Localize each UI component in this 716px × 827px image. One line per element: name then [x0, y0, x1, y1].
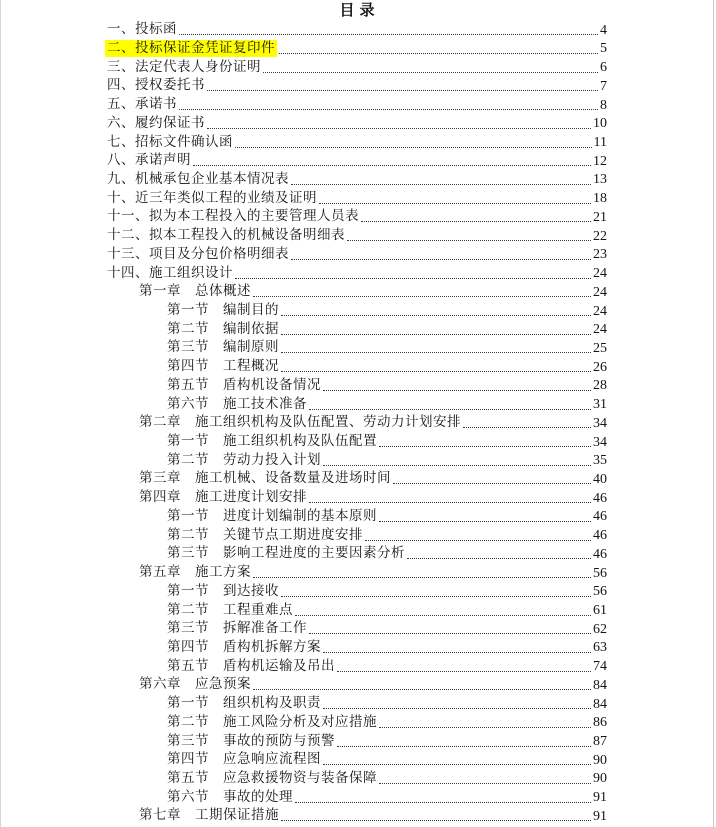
dot-leader [337, 746, 591, 747]
toc-entry-label: 第二节 劳动力投入计划 [167, 451, 321, 468]
toc-entry-label: 第一节 编制目的 [167, 302, 279, 318]
toc-entry-page: 40 [593, 471, 607, 487]
toc-entry-label: 第三节 影响工程进度的主要因素分析 [167, 545, 405, 562]
toc-entry[interactable] [1, 39, 713, 58]
toc-entry[interactable] [1, 469, 713, 488]
toc-entry[interactable] [1, 57, 713, 76]
dot-leader [291, 184, 591, 185]
toc-entry-page: 56 [593, 584, 607, 600]
toc-entry-page: 90 [593, 752, 607, 768]
toc-entry-label: 五、承诺书 [107, 96, 177, 113]
toc-entry-page: 91 [593, 808, 607, 824]
dot-leader [281, 352, 591, 353]
toc-entry-page: 7 [600, 78, 607, 94]
toc-entry[interactable] [1, 188, 713, 207]
toc-entry-page: 18 [593, 191, 607, 207]
toc-entry-page: 46 [593, 509, 607, 525]
toc-entry-label: 第三节 拆解准备工作 [167, 620, 307, 637]
toc-entry-page: 90 [593, 771, 607, 787]
toc-entry[interactable] [1, 20, 713, 39]
dot-leader [281, 820, 591, 821]
toc-entry-label: 十三、项目及分包价格明细表 [107, 245, 289, 262]
toc-entry-page: 28 [593, 378, 607, 394]
toc-entry-page: 63 [593, 640, 607, 656]
toc-entry-page: 46 [593, 528, 607, 544]
toc-entry-label: 十四、施工组织设计 [107, 264, 233, 281]
toc-entry[interactable] [1, 713, 713, 732]
dot-leader [207, 90, 598, 91]
toc-entry-label: 第四节 应急响应流程图 [167, 751, 321, 768]
toc-entry-page: 8 [600, 97, 607, 113]
toc-entry-label: 第一节 进度计划编制的基本原则 [167, 507, 377, 524]
toc-entry-label: 第三节 事故的预防与预警 [167, 732, 335, 749]
toc-entry-label: 第一节 施工组织机构及队伍配置 [167, 433, 377, 450]
dot-leader [291, 259, 591, 260]
dot-leader [263, 72, 598, 73]
dot-leader [179, 109, 598, 110]
toc-entry-label: 四、授权委托书 [107, 77, 205, 94]
toc-entry[interactable] [1, 282, 713, 301]
toc-entry-page: 24 [593, 303, 607, 319]
toc-entry[interactable] [1, 638, 713, 657]
dot-leader [309, 633, 591, 634]
toc-entry-label: 第一节 到达接收 [167, 582, 279, 599]
toc-entry-page: 61 [593, 603, 607, 618]
toc-entry-page: 34 [593, 434, 607, 450]
toc-entry-label: 第六节 施工技术准备 [167, 395, 307, 412]
toc-entry[interactable] [1, 394, 713, 413]
toc-entry[interactable] [1, 656, 713, 675]
toc-entry[interactable] [1, 600, 713, 619]
dot-leader [281, 334, 591, 335]
toc-entry-label: 第五节 应急救援物资与装备保障 [167, 769, 377, 786]
dot-leader [337, 671, 591, 672]
toc-entry-label: 六、履约保证书 [107, 114, 205, 131]
dot-leader [235, 147, 592, 148]
dot-leader [295, 615, 591, 616]
toc-entry-page: 35 [593, 453, 607, 469]
dot-leader [379, 783, 591, 784]
toc-entry-page: 91 [593, 790, 607, 806]
toc-entry[interactable] [1, 488, 713, 507]
dot-leader [323, 652, 591, 653]
dot-leader [323, 465, 591, 466]
toc-entry[interactable] [1, 694, 713, 713]
toc-entry[interactable] [1, 750, 713, 769]
toc-entry[interactable] [1, 582, 713, 601]
toc-entry-page: 84 [593, 677, 607, 693]
toc-entry-label: 第六章 应急预案 [139, 676, 251, 693]
toc-entry-page: 26 [593, 359, 607, 375]
toc-entry-label: 第二节 关键节点工期进度安排 [167, 526, 363, 543]
toc-entry-page: 4 [600, 22, 607, 38]
toc-entry-page: 13 [593, 172, 607, 188]
toc-entry[interactable] [1, 338, 713, 357]
toc-entry-page: 84 [593, 696, 607, 712]
toc-entry-page: 31 [593, 397, 607, 413]
toc-entry[interactable] [1, 675, 713, 694]
toc-entry[interactable] [1, 245, 713, 264]
toc-entry[interactable] [1, 151, 713, 170]
toc-entry-page: 56 [593, 565, 607, 581]
dot-leader [323, 390, 591, 391]
toc-entry[interactable] [1, 170, 713, 189]
dot-leader [253, 577, 591, 578]
toc-entry-page: 22 [593, 228, 607, 244]
toc-entry-page: 62 [593, 621, 607, 637]
toc-entry[interactable] [1, 619, 713, 638]
toc-entry-page: 34 [593, 415, 607, 431]
dot-leader [295, 802, 591, 803]
dot-leader [323, 764, 591, 765]
toc-entry[interactable] [1, 787, 713, 806]
toc-entry-label: 第七章 工期保证措施 [139, 807, 279, 824]
toc-entry-label: 第四章 施工进度计划安排 [139, 489, 307, 506]
dot-leader [361, 221, 591, 222]
toc-entry-page: 74 [593, 659, 607, 675]
toc-entry-label: 十、近三年类似工程的业绩及证明 [107, 189, 317, 206]
toc-list [1, 20, 713, 825]
toc-entry[interactable] [1, 731, 713, 750]
toc-entry-label: 第二节 编制依据 [167, 320, 279, 337]
dot-leader [281, 371, 591, 372]
toc-entry[interactable] [1, 95, 713, 114]
toc-entry-page: 24 [593, 322, 607, 338]
toc-entry[interactable] [1, 207, 713, 226]
toc-entry-page: 23 [593, 247, 607, 263]
toc-entry[interactable] [1, 432, 713, 451]
toc-entry-label: 七、招标文件确认函 [107, 133, 233, 150]
dot-leader [179, 34, 598, 35]
toc-entry[interactable] [1, 301, 713, 320]
toc-entry-label: 第四节 盾构机拆解方案 [167, 638, 321, 655]
toc-entry-label: 二、投标保证金凭证复印件 [107, 39, 275, 56]
toc-entry-page: 6 [600, 60, 607, 76]
toc-entry-label: 第四节 工程概况 [167, 358, 279, 375]
toc-entry-label: 九、机械承包企业基本情况表 [107, 170, 289, 187]
dot-leader [407, 558, 591, 559]
toc-entry[interactable] [1, 769, 713, 788]
toc-entry-page: 10 [593, 116, 607, 132]
toc-entry[interactable] [1, 806, 713, 825]
toc-entry-page: 5 [600, 41, 607, 57]
toc-entry-page: 87 [593, 734, 607, 750]
dot-leader [253, 296, 591, 297]
page-title: 目录 [339, 1, 380, 19]
dot-leader [281, 596, 591, 597]
toc-entry-label: 第二节 工程重难点 [167, 601, 293, 618]
dot-leader [235, 278, 591, 279]
dot-leader [207, 128, 591, 129]
dot-leader [323, 708, 591, 709]
toc-entry-page: 25 [593, 340, 607, 356]
toc-entry-page: 24 [593, 266, 607, 282]
dot-leader [279, 53, 598, 54]
toc-entry-page: 21 [593, 209, 607, 225]
toc-entry[interactable] [1, 263, 713, 282]
toc-entry-page: 46 [593, 490, 607, 506]
toc-entry-label: 八、承诺声明 [107, 152, 191, 169]
toc-entry[interactable] [1, 563, 713, 582]
toc-entry[interactable] [1, 226, 713, 245]
dot-leader [309, 409, 591, 410]
dot-leader [347, 240, 591, 241]
toc-entry-label: 第三节 编制原则 [167, 339, 279, 356]
dot-leader [393, 483, 591, 484]
toc-entry-page: 86 [593, 715, 607, 731]
toc-entry-label: 十一、拟为本工程投入的主要管理人员表 [107, 208, 359, 225]
dot-leader [253, 689, 591, 690]
dot-leader [463, 427, 591, 428]
toc-entry-label: 十二、拟本工程投入的机械设备明细表 [107, 227, 345, 244]
toc-entry[interactable] [1, 413, 713, 432]
dot-leader [319, 203, 591, 204]
toc-entry-label: 第二节 施工风险分析及对应措施 [167, 713, 377, 730]
toc-entry-label: 第一节 组织机构及职责 [167, 695, 321, 712]
toc-entry-page: 46 [593, 546, 607, 562]
toc-entry[interactable] [1, 320, 713, 339]
toc-entry[interactable] [1, 507, 713, 526]
toc-entry[interactable] [1, 544, 713, 563]
toc-entry[interactable] [1, 525, 713, 544]
dot-leader [379, 727, 591, 728]
toc-entry-label: 第六节 事故的处理 [167, 788, 293, 805]
toc-entry-label: 第二章 施工组织机构及队伍配置、劳动力计划安排 [139, 414, 461, 431]
dot-leader [365, 540, 591, 541]
toc-entry-page: 24 [593, 284, 607, 300]
toc-entry[interactable] [1, 357, 713, 376]
toc-entry-label: 第三章 施工机械、设备数量及进场时间 [139, 470, 391, 487]
toc-entry-page: 12 [593, 153, 607, 169]
dot-leader [379, 521, 591, 522]
toc-entry-label: 第五节 盾构机设备情况 [167, 376, 321, 393]
toc-entry-label: 第五节 盾构机运输及吊出 [167, 657, 335, 674]
toc-entry[interactable] [1, 76, 713, 95]
toc-entry[interactable] [1, 451, 713, 470]
toc-entry-label: 第五章 施工方案 [139, 564, 251, 581]
dot-leader [309, 502, 591, 503]
toc-entry-label: 三、法定代表人身份证明 [107, 58, 261, 75]
toc-entry[interactable] [1, 376, 713, 395]
dot-leader [281, 315, 591, 316]
toc-entry-label: 一、投标函 [107, 21, 177, 38]
dot-leader [193, 165, 591, 166]
toc-entry[interactable] [1, 132, 713, 151]
toc-entry[interactable] [1, 114, 713, 133]
dot-leader [379, 446, 591, 447]
toc-entry-page: 11 [593, 135, 607, 151]
toc-entry-label: 第一章 总体概述 [139, 283, 251, 300]
